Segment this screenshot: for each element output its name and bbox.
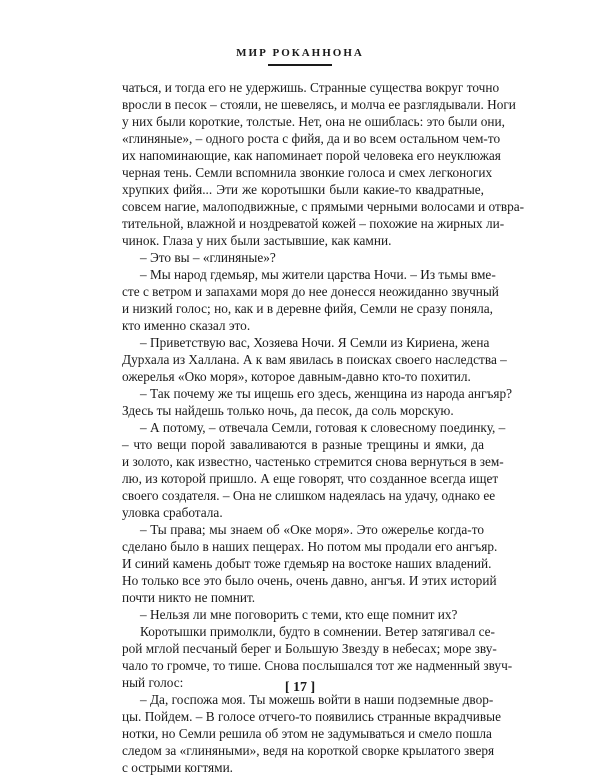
text-line: уловка сработала. <box>122 505 223 520</box>
text-line: – Мы народ гдемьяр, мы жители царства Ночи. – Из тьмы вме- <box>140 267 496 282</box>
text-line: кто именно сказал это. <box>122 318 251 333</box>
text-line: – Ты права; мы знаем об «Оке моря». Это ожерелье когда-то <box>140 522 484 537</box>
running-head: МИР РОКАННОНА <box>236 47 364 59</box>
text-line: цы. Пойдем. – В голосе отчего-то появились странные вкрадчивые <box>122 709 501 724</box>
text-line: – Это вы – «глиняные»? <box>140 250 276 265</box>
text-line: – А потому, – отвечала Семли, готовая к словесному поединку, – <box>140 420 506 435</box>
text-line: у них были короткие, толстые. Нет, она не ошиблась: это были они, <box>122 114 505 129</box>
text-line: нотки, но Семли решила об этом не задумываться и смело пошла <box>122 726 492 741</box>
text-line: чало то громче, то тише. Снова послышался тот же надменный звуч- <box>122 658 513 673</box>
text-line: сте с ветром и запахами моря до нее донесся неожиданно звучный <box>122 284 499 299</box>
text-line: Здесь ты найдешь только ночь, да песок, да соль морскую. <box>122 403 454 418</box>
text-line: – Так почему же ты ищешь его здесь, женщина из народа ангъяр? <box>140 386 513 401</box>
text-line: и золото, как известно, частенько стремится снова вернуться в зем- <box>122 454 504 469</box>
text-line: и низкий голос; но, как и в деревне фийя, Семли не сразу поняла, <box>122 301 493 316</box>
text-line: совсем нагие, малоподвижные, с прямыми черными волосами и отвра- <box>122 199 525 214</box>
text-line: хрупких фийя... Эти же коротышки были какие-то квадратные, <box>122 182 484 197</box>
text-line: – Нельзя ли мне поговорить с теми, кто еще помнит их? <box>140 607 458 622</box>
text-line: Дурхала из Халлана. А к вам явилась в поисках своего наследства – <box>122 352 507 367</box>
text-line: с острыми когтями. <box>122 760 234 775</box>
text-line: своего создателя. – Она не слишком надеялась на удачу, однако ее <box>122 488 496 503</box>
text-line: чинок. Глаза у них были застывшие, как камни. <box>122 233 392 248</box>
text-line: их напоминающие, как напоминает порой человека его неуклюжая <box>122 148 501 163</box>
text-line: черная тень. Семли вспомнила звонкие голоса и смех легконогих <box>122 165 493 180</box>
text-line: тительной, влажной и ноздреватой кожей – похожие на жирных ли- <box>122 216 505 231</box>
text-line: лю, из которой пришло. А еще говорят, что созданное всегда ищет <box>122 471 499 486</box>
text-line: И синий камень добыт тоже гдемьяр на востоке наших владений. <box>122 556 492 571</box>
body-text <box>122 79 525 776</box>
text-line: ожерелья «Око моря», которое давным-давно кто-то похитил. <box>122 369 471 384</box>
text-line: – что вещи порой заваливаются в разные трещины и ямки, да <box>122 437 484 452</box>
text-line: Но только все это было очень, очень давно, ангъя. И этих историй <box>122 573 497 588</box>
text-line: Коротышки примолкли, будто в сомнении. Ветер затягивал се- <box>140 624 495 639</box>
text-line: – Приветствую вас, Хозяева Ночи. Я Семли из Кириена, жена <box>140 335 490 350</box>
text-line: ный голос: <box>122 675 184 690</box>
text-line: рой мглой песчаный берег и Большую Звезду в небесах; море зву- <box>122 641 497 656</box>
text-line: «глиняные», – одного роста с фийя, да и во всем остальном чем-то <box>122 131 501 146</box>
header-rule <box>268 64 332 66</box>
text-line: вросли в песок – стояли, не шевелясь, и молча ее разглядывали. Ноги <box>122 97 516 112</box>
page-number: [ 17 ] <box>284 680 316 695</box>
text-line: следом за «глиняными», ведя на короткой сворке крылатого зверя <box>122 743 495 758</box>
text-line: сделано было в наших пещерах. Но потом мы продали его ангъяр. <box>122 539 498 554</box>
text-line: чаться, и тогда его не удержишь. Странные существа вокруг точно <box>122 80 500 95</box>
text-line: – Да, госпожа моя. Ты можешь войти в наши подземные двор- <box>140 692 494 707</box>
text-line: почти никто не помнит. <box>122 590 256 605</box>
